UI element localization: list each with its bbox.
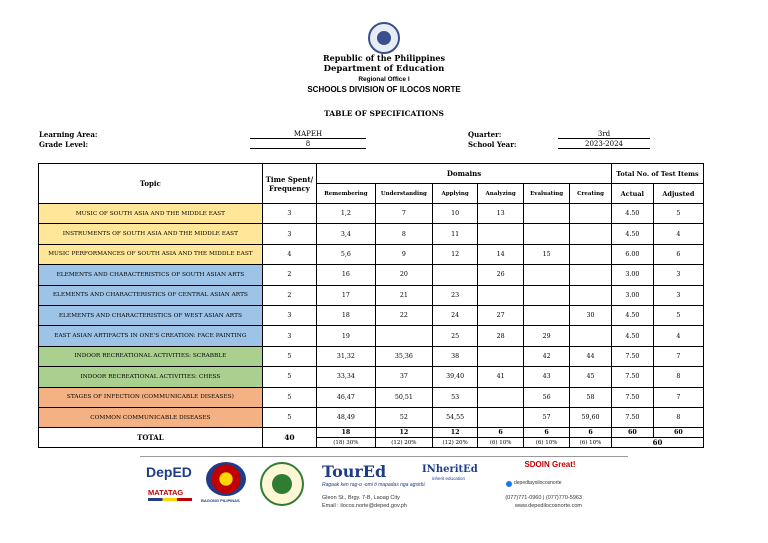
evaluating-cell — [524, 265, 570, 285]
bagong-pilipinas-logo-icon — [206, 462, 246, 496]
creating-cell: 44 — [570, 346, 612, 366]
pct-creating: (6) 10% — [570, 438, 612, 448]
analyzing-cell — [478, 224, 524, 244]
creating-cell — [570, 224, 612, 244]
understanding-cell: 50,51 — [375, 387, 433, 407]
applying-cell: 24 — [433, 305, 478, 325]
footer-email: Email : ilocos.norte@deped.gov.ph — [322, 503, 407, 509]
analyzing-cell: 14 — [478, 244, 524, 264]
pct-understanding: (12) 20% — [375, 438, 433, 448]
evaluating-header: Evaluating — [524, 184, 570, 204]
remembering-cell: 16 — [317, 265, 376, 285]
division-line: SCHOOLS DIVISION OF ILOCOS NORTE — [307, 85, 461, 94]
creating-cell — [570, 285, 612, 305]
topic-cell: ELEMENTS AND CHARACTERISTICS OF WEST ASIAN ARTS — [39, 305, 263, 325]
time-header: Time Spent/ Frequency — [262, 164, 316, 204]
table-row — [39, 305, 704, 325]
adjusted-cell: 5 — [653, 305, 703, 325]
quarter-value: 3rd — [558, 130, 650, 139]
adjusted-cell: 7 — [653, 346, 703, 366]
page-title: TABLE OF SPECIFICATIONS — [324, 109, 444, 118]
understanding-header: Understanding — [375, 184, 433, 204]
topic-cell: INSTRUMENTS OF SOUTH ASIA AND THE MIDDLE EAST — [39, 224, 263, 244]
table-row — [39, 204, 704, 224]
time-cell: 3 — [262, 204, 316, 224]
total-evaluating: 6 — [524, 428, 570, 438]
understanding-cell: 37 — [375, 367, 433, 387]
total-applying: 12 — [433, 428, 478, 438]
topic-cell: COMMON COMMUNICABLE DISEASES — [39, 407, 263, 427]
understanding-cell: 20 — [375, 265, 433, 285]
total-actual: 60 — [611, 428, 653, 438]
adjusted-cell: 6 — [653, 244, 703, 264]
analyzing-cell — [478, 407, 524, 427]
topic-cell: STAGES OF INFECTION (COMMUNICABLE DISEASES) — [39, 387, 263, 407]
evaluating-cell: 29 — [524, 326, 570, 346]
time-cell: 3 — [262, 305, 316, 325]
actual-cell: 7.50 — [611, 407, 653, 427]
time-cell: 2 — [262, 265, 316, 285]
time-cell: 5 — [262, 407, 316, 427]
analyzing-cell: 26 — [478, 265, 524, 285]
remembering-cell: 46,47 — [317, 387, 376, 407]
time-cell: 4 — [262, 244, 316, 264]
creating-cell: 58 — [570, 387, 612, 407]
grade-level-value: 8 — [250, 140, 366, 149]
applying-cell — [433, 265, 478, 285]
evaluating-cell — [524, 305, 570, 325]
creating-cell: 30 — [570, 305, 612, 325]
applying-cell: 38 — [433, 346, 478, 366]
department-line: Department of Education — [323, 64, 445, 74]
adjusted-cell: 7 — [653, 387, 703, 407]
deped-logo: DepED — [146, 464, 192, 480]
creating-cell — [570, 204, 612, 224]
division-seal-icon — [260, 462, 304, 506]
creating-cell — [570, 265, 612, 285]
learning-area-value: MAPEH — [250, 130, 366, 139]
topic-cell: MUSIC PERFORMANCES OF SOUTH ASIA AND THE MIDDLE EAST — [39, 244, 263, 264]
understanding-cell: 35,36 — [375, 346, 433, 366]
region-line: Regional Office I — [358, 76, 410, 83]
actual-cell: 4.50 — [611, 305, 653, 325]
total-understanding: 12 — [375, 428, 433, 438]
remembering-cell: 19 — [317, 326, 376, 346]
actual-cell: 3.00 — [611, 285, 653, 305]
applying-header: Applying — [433, 184, 478, 204]
actual-cell: 4.50 — [611, 224, 653, 244]
inherited-subtitle: inherit education — [432, 476, 466, 481]
table-row — [39, 285, 704, 305]
analyzing-cell — [478, 387, 524, 407]
sdoin-great-logo: SDOIN Great! — [524, 460, 576, 469]
learning-area-label: Learning Area: — [39, 130, 98, 139]
remembering-cell: 31,32 — [317, 346, 376, 366]
remembering-cell: 18 — [317, 305, 376, 325]
applying-cell: 10 — [433, 204, 478, 224]
republic-line: Republic of the Philippines — [322, 53, 445, 63]
topic-header: Topic — [39, 164, 263, 204]
evaluating-cell — [524, 285, 570, 305]
table-row — [39, 244, 704, 264]
applying-cell: 25 — [433, 326, 478, 346]
school-year-label: School Year: — [468, 140, 517, 149]
time-cell: 5 — [262, 346, 316, 366]
creating-header: Creating — [570, 184, 612, 204]
table-row — [39, 346, 704, 366]
actual-header: Actual — [611, 184, 653, 204]
school-year-value: 2023-2024 — [558, 140, 650, 149]
topic-cell: ELEMENTS AND CHARACTERISTICS OF SOUTH ASIAN ARTS — [39, 265, 263, 285]
domains-header: Domains — [317, 164, 612, 184]
evaluating-cell: 57 — [524, 407, 570, 427]
topic-cell: EAST ASIAN ARTIFACTS IN ONE'S CREATION: FACE PAINTING — [39, 326, 263, 346]
remembering-cell: 1,2 — [317, 204, 376, 224]
topic-cell: MUSIC OF SOUTH ASIA AND THE MIDDLE EAST — [39, 204, 263, 224]
creating-cell: 59,60 — [570, 407, 612, 427]
remembering-cell: 5,6 — [317, 244, 376, 264]
pct-applying: (12) 20% — [433, 438, 478, 448]
time-cell: 2 — [262, 285, 316, 305]
understanding-cell: 52 — [375, 407, 433, 427]
table-row — [39, 407, 704, 427]
adjusted-header: Adjusted — [653, 184, 703, 204]
analyzing-cell — [478, 285, 524, 305]
remembering-cell: 3,4 — [317, 224, 376, 244]
pct-evaluating: (6) 10% — [524, 438, 570, 448]
creating-cell — [570, 244, 612, 264]
table-row — [39, 387, 704, 407]
total-items-header: Total No. of Test Items — [611, 164, 703, 184]
grand-total: 60 — [611, 438, 703, 448]
evaluating-cell: 42 — [524, 346, 570, 366]
adjusted-cell: 3 — [653, 265, 703, 285]
quarter-label: Quarter: — [468, 130, 502, 139]
footer-address: Gleon St., Brgy. 7-B, Laoag City — [322, 495, 400, 501]
evaluating-cell — [524, 224, 570, 244]
matatag-stripe — [148, 498, 192, 501]
actual-cell: 7.50 — [611, 367, 653, 387]
applying-cell: 54,55 — [433, 407, 478, 427]
evaluating-cell: 15 — [524, 244, 570, 264]
total-label: TOTAL — [39, 428, 263, 448]
remembering-cell: 48,49 — [317, 407, 376, 427]
inherited-logo: INheritEd — [422, 464, 478, 475]
creating-cell: 45 — [570, 367, 612, 387]
actual-cell: 4.50 — [611, 204, 653, 224]
table-row — [39, 367, 704, 387]
remembering-cell: 17 — [317, 285, 376, 305]
adjusted-cell: 3 — [653, 285, 703, 305]
toured-logo: TourEd — [322, 462, 387, 481]
analyzing-cell: 27 — [478, 305, 524, 325]
time-cell: 5 — [262, 367, 316, 387]
pct-analyzing: (6) 10% — [478, 438, 524, 448]
analyzing-cell: 28 — [478, 326, 524, 346]
actual-cell: 7.50 — [611, 387, 653, 407]
footer-phone: (077)771-0960 | (077)770-5963 — [505, 495, 582, 501]
total-creating: 6 — [570, 428, 612, 438]
applying-cell: 12 — [433, 244, 478, 264]
adjusted-cell: 4 — [653, 224, 703, 244]
actual-cell: 6.00 — [611, 244, 653, 264]
adjusted-cell: 4 — [653, 326, 703, 346]
facebook-handle: depedtayoilocosnorte — [514, 480, 562, 486]
pct-remembering: (18) 30% — [317, 438, 376, 448]
understanding-cell: 9 — [375, 244, 433, 264]
specifications-table — [38, 163, 704, 448]
understanding-cell: 21 — [375, 285, 433, 305]
toured-tagline: Ragaak ken rag-o -omi ti mapadas nga agsirbi. — [322, 482, 426, 488]
total-time: 40 — [262, 428, 316, 448]
time-cell: 3 — [262, 326, 316, 346]
total-analyzing: 6 — [478, 428, 524, 438]
deped-seal-icon — [368, 22, 400, 54]
total-adjusted: 60 — [653, 428, 703, 438]
actual-cell: 4.50 — [611, 326, 653, 346]
analyzing-header: Analyzing — [478, 184, 524, 204]
applying-cell: 39,40 — [433, 367, 478, 387]
remembering-header: Remembering — [317, 184, 376, 204]
table-row — [39, 224, 704, 244]
table-row — [39, 265, 704, 285]
grade-level-label: Grade Level: — [39, 140, 89, 149]
adjusted-cell: 8 — [653, 407, 703, 427]
actual-cell: 7.50 — [611, 346, 653, 366]
evaluating-cell — [524, 204, 570, 224]
actual-cell: 3.00 — [611, 265, 653, 285]
total-remembering: 18 — [317, 428, 376, 438]
creating-cell — [570, 326, 612, 346]
understanding-cell: 22 — [375, 305, 433, 325]
topic-cell: ELEMENTS AND CHARACTERISTICS OF CENTRAL ASIAN ARTS — [39, 285, 263, 305]
topic-cell: INDOOR RECREATIONAL ACTIVITIES: CHESS — [39, 367, 263, 387]
understanding-cell: 7 — [375, 204, 433, 224]
time-cell: 5 — [262, 387, 316, 407]
applying-cell: 23 — [433, 285, 478, 305]
analyzing-cell: 13 — [478, 204, 524, 224]
evaluating-cell: 43 — [524, 367, 570, 387]
footer-website: www.depedilocosnorte.com — [515, 503, 582, 509]
evaluating-cell: 56 — [524, 387, 570, 407]
table-row — [39, 326, 704, 346]
adjusted-cell: 5 — [653, 204, 703, 224]
analyzing-cell: 41 — [478, 367, 524, 387]
applying-cell: 11 — [433, 224, 478, 244]
footer-divider — [140, 456, 628, 457]
understanding-cell — [375, 326, 433, 346]
bagong-pilipinas-text: BAGONG PILIPINAS — [201, 498, 240, 503]
analyzing-cell — [478, 346, 524, 366]
applying-cell: 53 — [433, 387, 478, 407]
matatag-logo: MATATAG — [148, 488, 184, 497]
remembering-cell: 33,34 — [317, 367, 376, 387]
topic-cell: INDOOR RECREATIONAL ACTIVITIES: SCRABBLE — [39, 346, 263, 366]
adjusted-cell: 8 — [653, 367, 703, 387]
understanding-cell: 8 — [375, 224, 433, 244]
time-cell: 3 — [262, 224, 316, 244]
